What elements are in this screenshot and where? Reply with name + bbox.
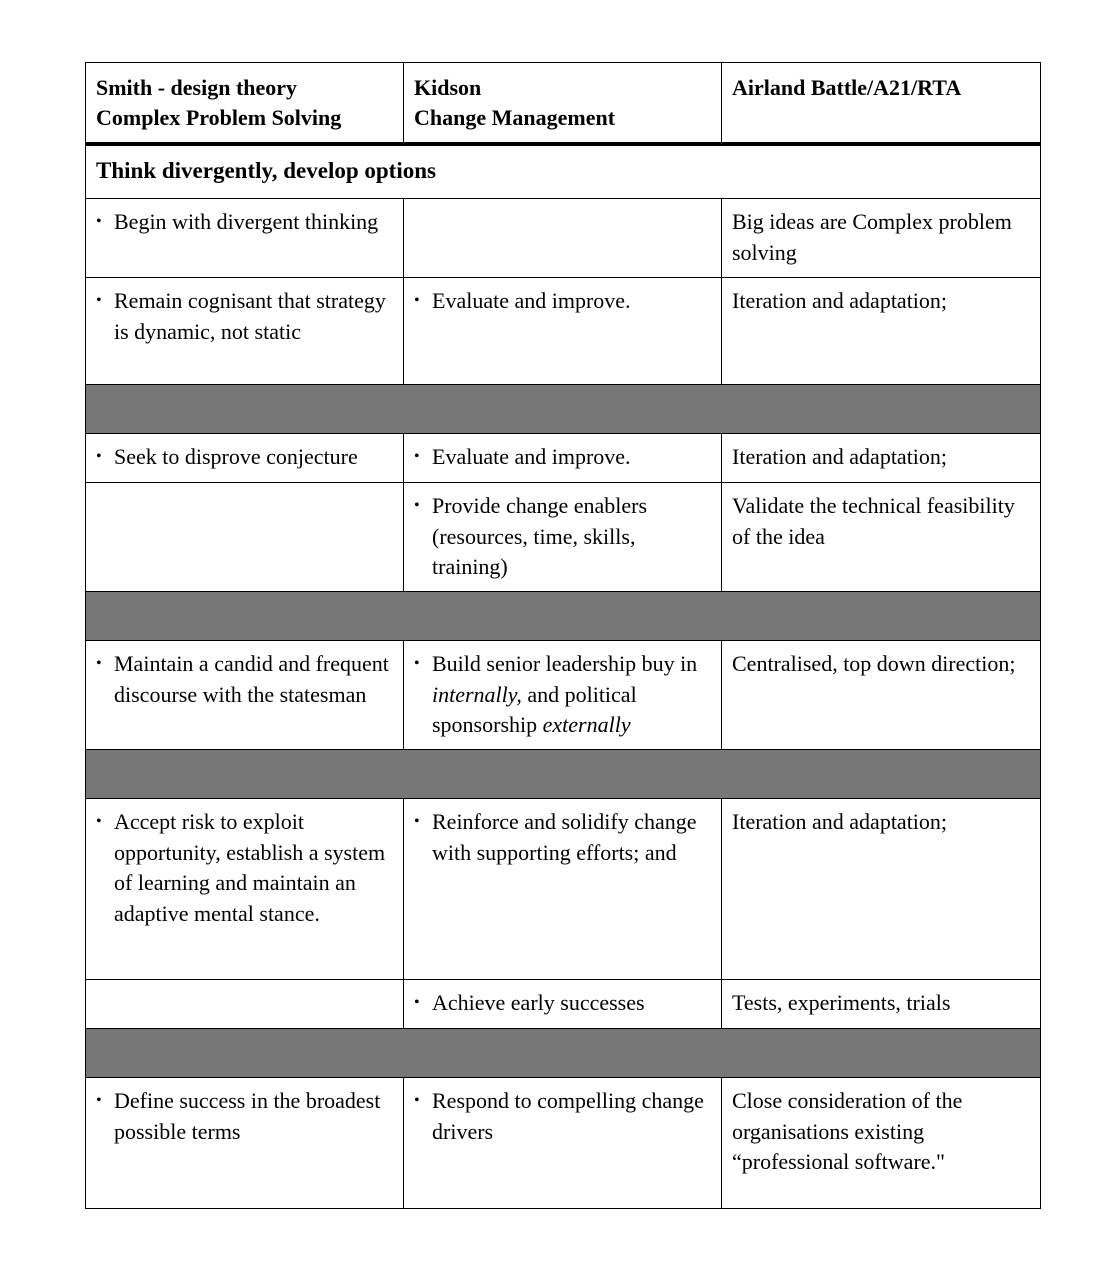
cell-text: Evaluate and improve.	[432, 288, 631, 313]
bullet-item	[414, 807, 711, 868]
bullet-item	[414, 491, 711, 583]
cell-kidson	[404, 434, 722, 483]
cell-text: Define success in the broadest possible terms	[114, 1088, 381, 1144]
table-row	[86, 1078, 1041, 1209]
cell-text: Seek to disprove conjecture	[114, 444, 358, 469]
cell-text: Respond to compelling change drivers	[432, 1088, 704, 1144]
italic-text-run: externally	[542, 712, 631, 737]
bullet-item	[96, 1086, 393, 1147]
cell-text: Begin with divergent thinking	[114, 209, 379, 234]
cell-smith	[86, 980, 404, 1029]
header-row	[86, 63, 1041, 145]
table-row	[86, 434, 1041, 483]
cell-kidson	[404, 1078, 722, 1209]
cell-smith	[86, 434, 404, 483]
bullet-icon: •	[96, 1092, 102, 1109]
cell-text: Evaluate and improve.	[432, 444, 631, 469]
column-header-kidson-line1: Kidson	[414, 75, 482, 100]
cell-kidson	[404, 199, 722, 278]
cell-text: Achieve early successes	[432, 990, 645, 1015]
cell-text: Reinforce and solidify change with supporting efforts; and	[432, 809, 697, 865]
column-header-smith-line1: Smith - design theory	[96, 75, 298, 100]
section-row	[86, 144, 1041, 199]
cell-airland: Iteration and adaptation;	[722, 799, 1041, 980]
text-run: Build senior leadership buy in	[432, 651, 698, 676]
bullet-item	[96, 286, 393, 347]
cell-kidson	[404, 980, 722, 1029]
cell-airland: Centralised, top down direction;	[722, 641, 1041, 750]
table-row	[86, 278, 1041, 385]
bullet-icon: •	[414, 497, 420, 514]
bullet-icon: •	[414, 655, 420, 672]
separator-row	[86, 385, 1041, 434]
cell-airland: Iteration and adaptation;	[722, 278, 1041, 385]
cell-text: Maintain a candid and frequent discourse with the statesman	[114, 651, 389, 707]
cell-text: Remain cognisant that strategy is dynamic, not static	[114, 288, 386, 344]
text-run: and political sponsorship	[432, 681, 637, 737]
bullet-item	[414, 442, 711, 473]
section-title: Think divergently, develop options	[86, 144, 1041, 199]
column-header-smith-line2: Complex Problem Solving	[96, 105, 342, 130]
gray-separator	[86, 750, 1041, 799]
cell-kidson	[404, 799, 722, 980]
cell-airland: Validate the technical feasibility of the idea	[722, 483, 1041, 592]
bullet-item	[414, 286, 711, 317]
bullet-icon: •	[96, 448, 102, 465]
table-row	[86, 980, 1041, 1029]
bullet-icon: •	[414, 813, 420, 830]
column-header-airland-line1: Airland Battle/A21/RTA	[732, 75, 962, 100]
bullet-item	[414, 649, 711, 741]
cell-smith	[86, 799, 404, 980]
cell-smith	[86, 641, 404, 750]
table-row	[86, 483, 1041, 592]
cell-text	[432, 649, 711, 741]
cell-airland: Big ideas are Complex problem solving	[722, 199, 1041, 278]
bullet-item	[96, 649, 393, 710]
cell-kidson	[404, 278, 722, 385]
gray-separator	[86, 592, 1041, 641]
table-row	[86, 641, 1041, 750]
column-header-kidson	[404, 63, 722, 145]
separator-row	[86, 750, 1041, 799]
separator-row	[86, 1029, 1041, 1078]
cell-text: Provide change enablers (resources, time, skills, training)	[432, 493, 648, 579]
table-row	[86, 799, 1041, 980]
cell-airland: Iteration and adaptation;	[722, 434, 1041, 483]
cell-kidson	[404, 483, 722, 592]
cell-kidson	[404, 641, 722, 750]
bullet-icon: •	[414, 994, 420, 1011]
cell-airland: Tests, experiments, trials	[722, 980, 1041, 1029]
cell-smith	[86, 199, 404, 278]
comparison-table	[85, 62, 1041, 1209]
separator-row	[86, 592, 1041, 641]
bullet-item	[414, 1086, 711, 1147]
bullet-item	[414, 988, 711, 1019]
bullet-item	[96, 807, 393, 929]
cell-smith	[86, 278, 404, 385]
cell-airland: Close consideration of the organisations existing “professional software."	[722, 1078, 1041, 1209]
column-header-airland	[722, 63, 1041, 145]
cell-smith	[86, 483, 404, 592]
gray-separator	[86, 385, 1041, 434]
bullet-icon: •	[96, 213, 102, 230]
gray-separator	[86, 1029, 1041, 1078]
italic-text-run: internally,	[432, 681, 522, 707]
bullet-item	[96, 442, 393, 473]
bullet-icon: •	[414, 1092, 420, 1109]
table-row	[86, 199, 1041, 278]
column-header-kidson-line2: Change Management	[414, 105, 616, 130]
bullet-icon: •	[414, 448, 420, 465]
bullet-icon: •	[414, 292, 420, 309]
cell-text: Accept risk to exploit opportunity, establish a system of learning and maintain an adaptive mental stance.	[114, 809, 386, 926]
cell-smith	[86, 1078, 404, 1209]
bullet-icon: •	[96, 292, 102, 309]
bullet-item	[96, 207, 393, 238]
column-header-smith	[86, 63, 404, 145]
bullet-icon: •	[96, 655, 102, 672]
bullet-icon: •	[96, 813, 102, 830]
